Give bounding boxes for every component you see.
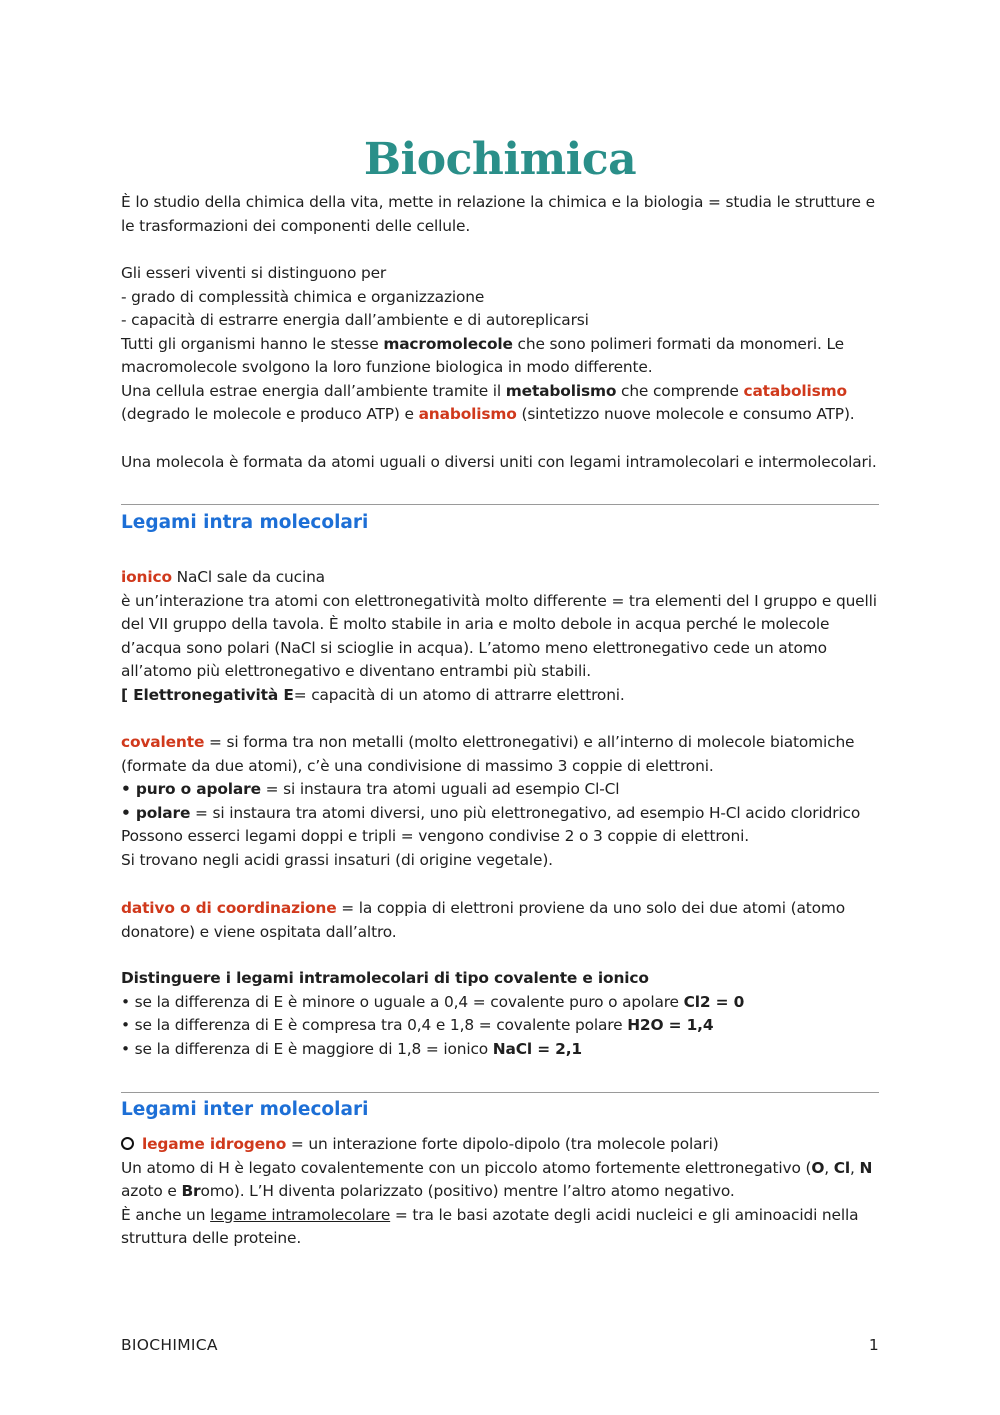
- page-title: Biochimica: [363, 134, 637, 185]
- section-divider: [121, 1092, 879, 1093]
- ionic-bond-block: ionico NaCl sale da cucina è un’interazione tra atomi con elettronegatività molto differente = tra elementi del I gruppo e quelli del VII gruppo della tavola. È molto stabile in aria e molto debole in acqua perché le molecole d’acqua sono polari (NaCl si scioglie in acqua). L’atomo meno elettronegativo cede un atomo all’atomo più elettronegativo e diventano entrambi più stabili. [ Elettronegatività E= capacità di un atomo di attrarre elettroni.: [121, 568, 877, 704]
- intro-section: [121, 262, 881, 427]
- metabolism-paragraph: Una cellula estrae energia dall’ambiente tramite il metabolismo che comprende catabolismo (degrado le molecole e produco ATP) e anabolismo (sintetizzo nuove molecole e consumo ATP).: [121, 381, 855, 423]
- distinguish-item: - grado di complessità chimica e organizzazione: [121, 287, 485, 306]
- distinguish-intro: Gli esseri viventi si distinguono per: [121, 264, 387, 282]
- footer-label: BIOCHIMICA: [121, 1336, 218, 1354]
- section-heading-intra: Legami intra molecolari: [121, 512, 369, 533]
- dative-bond-block: dativo o di coordinazione = la coppia di elettroni proviene da uno solo dei due atomi (atomo donatore) e viene ospitata dall’altro.: [121, 899, 846, 941]
- circle-bullet-icon: [121, 1137, 134, 1150]
- molecule-paragraph: Una molecola è formata da atomi uguali o diversi uniti con legami intramolecolari e intermolecolari.: [121, 453, 877, 471]
- section-heading-inter: Legami inter molecolari: [121, 1099, 369, 1120]
- page-number: 1: [868, 1336, 879, 1354]
- covalent-bond-block: covalente = si forma tra non metalli (molto elettronegativi) e all’interno di molecole biatomiche (formate da due atomi), c’è una condivisione di massimo 3 coppie di elettroni. • puro o apolare = si instaura tra atomi uguali ad esempio Cl-Cl • polare = si instaura tra atomi diversi, uno più elettronegativo, ad esempio H-Cl acido cloridrico Possono esserci legami doppi e tripli = vengono condivise 2 o 3 coppie di elettroni. Si trovano negli acidi grassi insaturi (di origine vegetale).: [121, 733, 861, 869]
- distinguish-rules-block: Distinguere i legami intramolecolari di tipo covalente e ionico • se la differenza di E è minore o uguale a 0,4 = covalente puro o apolare Cl2 = 0 • se la differenza di E è compresa tra 0,4 e 1,8 = covalente polare H2O = 1,4 • se la differenza di E è maggiore di 1,8 = ionico NaCl = 2,1: [121, 969, 745, 1058]
- intro-definition: È lo studio della chimica della vita, mette in relazione la chimica e la biologia = studia le strutture e le trasformazioni dei componenti delle cellule.: [121, 193, 875, 235]
- distinguish-item: - capacità di estrarre energia dall’ambiente e di autoreplicarsi: [121, 311, 589, 329]
- macromolecule-paragraph: Tutti gli organismi hanno le stesse macromolecole che sono polimeri formati da monomeri. Le macromolecole svolgono la loro funzione biologica in modo differente.: [121, 334, 844, 376]
- hydrogen-bond-block: legame idrogeno = un interazione forte dipolo-dipolo (tra molecole polari) Un atomo di H è legato covalentemente con un piccolo atomo fortemente elettronegativo (O, Cl, N azoto e Bromo). L’H diventa polarizzato (positivo) mentre l’altro atomo negativo. È anche un legame intramolecolare = tra le basi azotate degli acidi nucleici e gli aminoacidi nella struttura delle proteine.: [121, 1135, 873, 1247]
- section-divider: [121, 504, 879, 505]
